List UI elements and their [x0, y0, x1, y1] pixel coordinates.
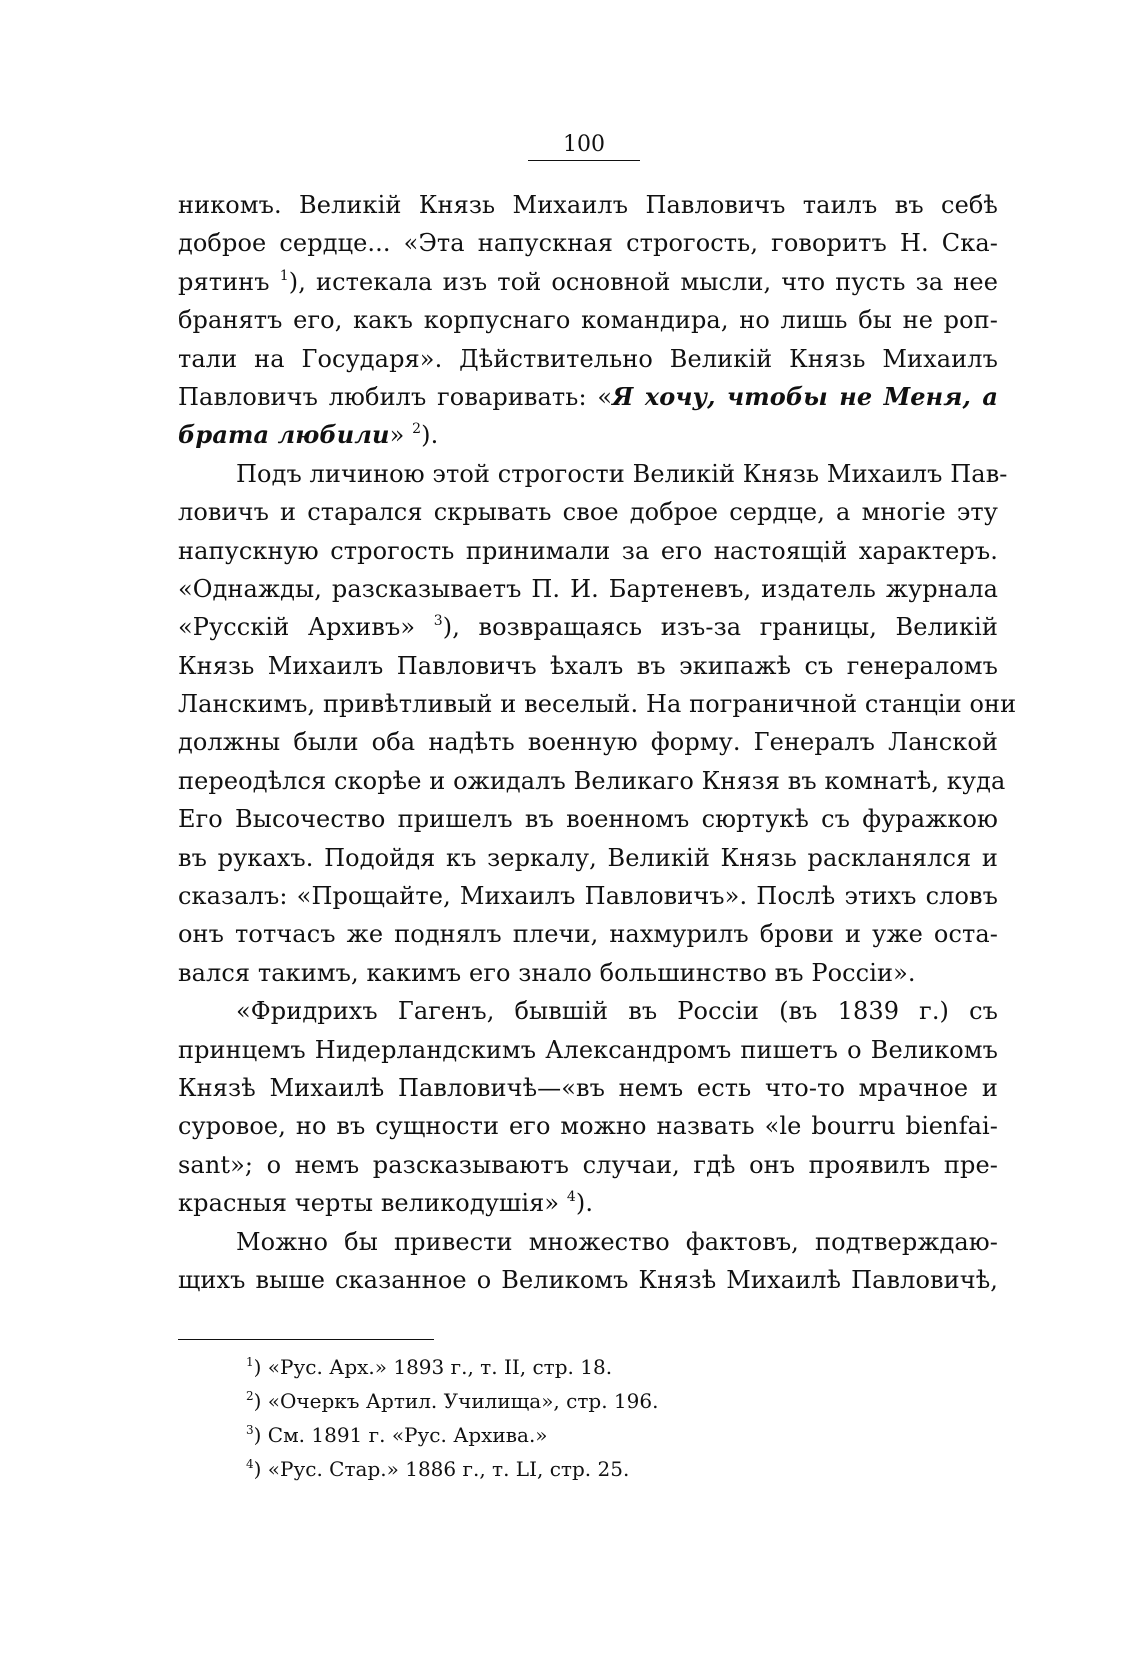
footnote-text: ) «Очеркъ Артил. Училища», стр. 196. — [253, 1389, 659, 1413]
text-fragment: ), возвращаясь изъ-за границы, Великій — [442, 613, 998, 642]
text-fragment: рятинъ — [178, 267, 270, 296]
text-line — [178, 378, 998, 416]
text-line: доброе сердце... «Эта напускная строгость, говоритъ Н. Ска- — [178, 229, 998, 258]
text-line: никомъ. Великій Князь Михаилъ Павловичъ таилъ въ себѣ — [178, 191, 998, 219]
text-line: онъ тотчасъ же поднялъ плечи, нахмурилъ брови и уже оста- — [178, 920, 998, 949]
footnote-text: ) См. 1891 г. «Рус. Архива.» — [253, 1423, 548, 1447]
page-number: 100 — [563, 132, 605, 157]
footnote — [246, 1350, 658, 1384]
text-fragment: » — [389, 421, 405, 450]
text-line: Подъ личиною этой строгости Великій Князь Михаилъ Пав- — [236, 459, 1008, 488]
footnote-mark: 1 — [246, 1355, 254, 1369]
text-fragment: ). — [575, 1189, 594, 1218]
text-line: сказалъ: «Прощайте, Михаилъ Павловичъ». Послѣ этихъ словъ — [178, 882, 998, 911]
text-line: Ланскимъ, привѣтливый и веселый. На пограничной станціи они — [178, 690, 1017, 719]
text-line: щихъ выше сказанное о Великомъ Князѣ Михаилѣ Павловичѣ, — [178, 1265, 998, 1294]
text-line — [178, 1184, 998, 1222]
footnote-text: ) «Рус. Стар.» 1886 г., т. LI, стр. 25. — [253, 1457, 630, 1481]
footnotes — [246, 1350, 658, 1486]
text-line — [178, 416, 998, 454]
text-fragment: «Русскій Архивъ» — [178, 613, 416, 642]
emphasis-text: Я хочу, чтобы не Меня, а — [612, 381, 998, 411]
footnote-text: ) «Рус. Арх.» 1893 г., т. II, стр. 18. — [253, 1355, 613, 1379]
footnote-ref: 1 — [279, 267, 289, 284]
text-line: Его Высочество пришелъ въ военномъ сюртукѣ съ фуражкою — [178, 805, 998, 834]
text-line: въ рукахъ. Подойдя къ зеркалу, Великій Князь раскланялся и — [178, 843, 998, 872]
footnote — [246, 1418, 658, 1452]
emphasis-text: брата любили — [178, 420, 390, 450]
text-line: Можно бы привести множество фактовъ, подтверждаю- — [236, 1227, 998, 1256]
footnote — [246, 1452, 658, 1486]
footnote-ref: 3 — [433, 613, 443, 630]
text-line: ловичъ и старался скрывать свое доброе сердце, а многіе эту — [178, 498, 998, 527]
text-line: суровое, но въ сущности его можно назвать «le bourru bienfai- — [178, 1112, 998, 1141]
text-line: принцемъ Нидерландскимъ Александромъ пишетъ о Великомъ — [178, 1035, 998, 1064]
text-fragment: ), истекала изъ той основной мысли, что пусть за нее — [288, 267, 998, 296]
text-line: «Фридрихъ Гагенъ, бывшій въ Россіи (въ 1839 г.) съ — [236, 997, 998, 1026]
text-fragment: ). — [421, 421, 439, 450]
footnote-mark: 4 — [246, 1457, 254, 1471]
footnote-ref: 2 — [412, 421, 422, 438]
text-line — [178, 608, 998, 646]
text-line: переодѣлся скорѣе и ожидалъ Великаго Князя въ комнатѣ, куда — [178, 766, 1006, 795]
text-line: тали на Государя». Дѣйствительно Великій Князь Михаилъ — [178, 344, 998, 373]
page-number-rule — [528, 160, 640, 161]
footnote-mark: 2 — [246, 1389, 254, 1403]
text-line — [178, 263, 998, 301]
text-line: «Однажды, разсказываетъ П. И. Бартеневъ, издатель журнала — [178, 574, 998, 603]
text-line: Князь Михаилъ Павловичъ ѣхалъ въ экипажѣ съ генераломъ — [178, 651, 998, 680]
text-line: бранятъ его, какъ корпуснаго командира, но лишь бы не роп- — [178, 306, 998, 335]
text-fragment: Павловичъ любилъ говаривать: « — [178, 382, 613, 411]
text-fragment: красныя черты великодушія» — [178, 1189, 560, 1218]
footnote-ref: 4 — [566, 1189, 576, 1206]
text-line: вался такимъ, какимъ его знало большинство въ Россіи». — [178, 958, 916, 987]
text-line: Князѣ Михаилѣ Павловичѣ—«въ немъ есть что-то мрачное и — [178, 1073, 998, 1102]
text-line: sant»; о немъ разсказываютъ случаи, гдѣ онъ проявилъ пре- — [178, 1150, 998, 1179]
footnote — [246, 1384, 658, 1418]
text-line: должны были оба надѣть военную форму. Генералъ Ланской — [178, 728, 998, 757]
text-line: напускную строгость принимали за его настоящій характеръ. — [178, 536, 998, 565]
footnote-mark: 3 — [246, 1423, 254, 1437]
footnote-rule — [178, 1339, 434, 1340]
body-text — [178, 186, 1017, 1299]
